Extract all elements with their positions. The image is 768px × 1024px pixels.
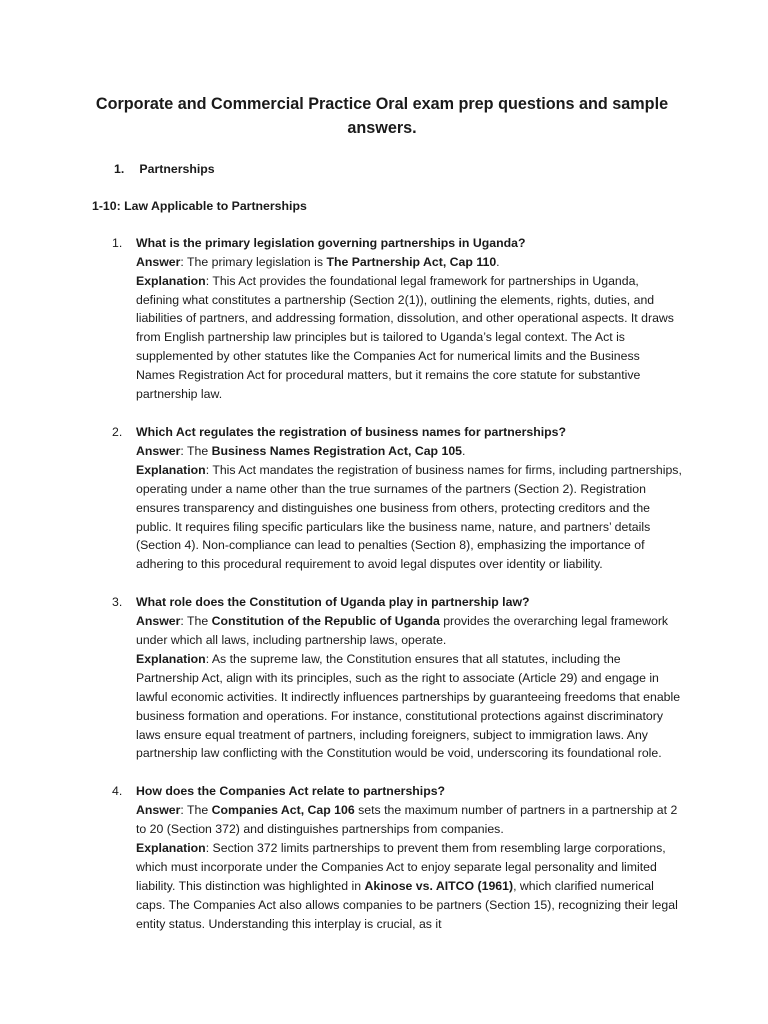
- answer-label: Answer: [136, 443, 181, 458]
- explanation-text: : As the supreme law, the Constitution ensures that all statutes, including the Partnership Act, align with its principles, such as the right to associate (Article 29) and engage in lawful economic activities. It indirectly influences partnerships by guaranteeing freedoms that enable business formation and operations. For instance, constitutional protections against discriminatory laws ensure equal treatment of partners, including foreigners, subject to immigration laws. Any partnership law conflicting with the Constitution would be void, underscoring its foundational role.: [136, 651, 681, 761]
- answer-label: Answer: [136, 614, 181, 629]
- question-item: [92, 593, 682, 763]
- question-text: What role does the Constitution of Uganda play in partnership law?: [136, 595, 530, 610]
- question-text: Which Act regulates the registration of business names for partnerships?: [136, 424, 567, 439]
- explanation-label: Explanation: [136, 651, 206, 666]
- section-number: 1.: [114, 162, 125, 176]
- question-item: [92, 423, 682, 574]
- explanation-text: : This Act mandates the registration of business names for firms, including partnerships, operating under a name other than the true surnames of the partners (Section 2). Registration ensures transparency and distinguishes one business from others, protecting creditors and the public. It requires filing specific particulars like the business name, nature, and partners’ details (Section 4). Non-compliance can lead to penalties (Section 8), emphasizing the importance of adhering to this procedural requirement to avoid legal disputes over identity or liability.: [136, 462, 682, 572]
- question-list: [92, 234, 682, 934]
- question-text: How does the Companies Act relate to partnerships?: [136, 784, 446, 799]
- answer-text-end: .: [462, 443, 466, 458]
- question-number: 2.: [112, 424, 123, 439]
- answer-emphasis: Business Names Registration Act, Cap 105: [211, 443, 462, 458]
- answer-text: : The: [180, 614, 212, 629]
- answer: [136, 253, 682, 272]
- explanation: [136, 272, 682, 404]
- question-item: [92, 782, 682, 933]
- answer-text: : The: [180, 803, 212, 818]
- answer: [136, 442, 682, 461]
- question-number: 3.: [112, 595, 123, 610]
- answer: [136, 801, 682, 839]
- answer-label: Answer: [136, 803, 181, 818]
- explanation-label: Explanation: [136, 273, 206, 288]
- answer-text-end: .: [496, 254, 500, 269]
- explanation-text-end: , which clarified numerical caps. The Companies Act also allows companies to be partners (Section 15), recognizing their legal entity status. Understanding this interplay is crucial, as it: [136, 878, 678, 931]
- explanation-label: Explanation: [136, 841, 206, 856]
- document-title: Corporate and Commercial Practice Oral exam prep questions and sample answers.: [95, 95, 669, 137]
- explanation-text: : Section 372 limits partnerships to prevent them from resembling large corporations, which must incorporate under the Companies Act to enjoy separate legal personality and limited liability. This distinction was highlighted in: [136, 841, 666, 893]
- explanation-emphasis: Akinose vs. AITCO (1961): [364, 878, 514, 893]
- explanation-label: Explanation: [136, 462, 206, 477]
- answer-emphasis: Companies Act, Cap 106: [211, 803, 355, 818]
- explanation: [136, 461, 682, 574]
- section-label: Partnerships: [139, 162, 215, 176]
- explanation: [136, 839, 682, 934]
- explanation: [136, 650, 682, 763]
- explanation-text: : This Act provides the foundational legal framework for partnerships in Uganda, defining what constitutes a partnership (Section 2(1)), outlining the elements, rights, duties, and liabilities of partners, and addressing formation, dissolution, and other operational aspects. It draws from English partnership law principles but is tailored to Uganda’s legal context. The Act is supplemented by other statutes like the Companies Act for numerical limits and the Business Names Registration Act for procedural matters, but it remains the core statute for substantive partnership law.: [136, 273, 674, 402]
- answer-text-end: provides the overarching legal framework under which all laws, including partnership laws, operate.: [136, 614, 669, 648]
- question-number: 4.: [112, 784, 123, 799]
- answer-label: Answer: [136, 254, 181, 269]
- question-text: What is the primary legislation governing partnerships in Uganda?: [136, 235, 526, 250]
- question-number: 1.: [112, 235, 123, 250]
- answer-emphasis: The Partnership Act, Cap 110: [326, 254, 497, 269]
- answer: [136, 612, 682, 650]
- question-item: [92, 234, 682, 404]
- answer-text-end: sets the maximum number of partners in a partnership at 2 to 20 (Section 372) and distinguishes partnerships from companies.: [136, 803, 678, 837]
- sub-heading: 1-10: Law Applicable to Partnerships: [92, 198, 307, 213]
- section-heading: [114, 160, 682, 179]
- answer-emphasis: Constitution of the Republic of Uganda: [211, 614, 440, 629]
- answer-text: : The primary legislation is: [180, 254, 327, 269]
- answer-text: : The: [180, 443, 212, 458]
